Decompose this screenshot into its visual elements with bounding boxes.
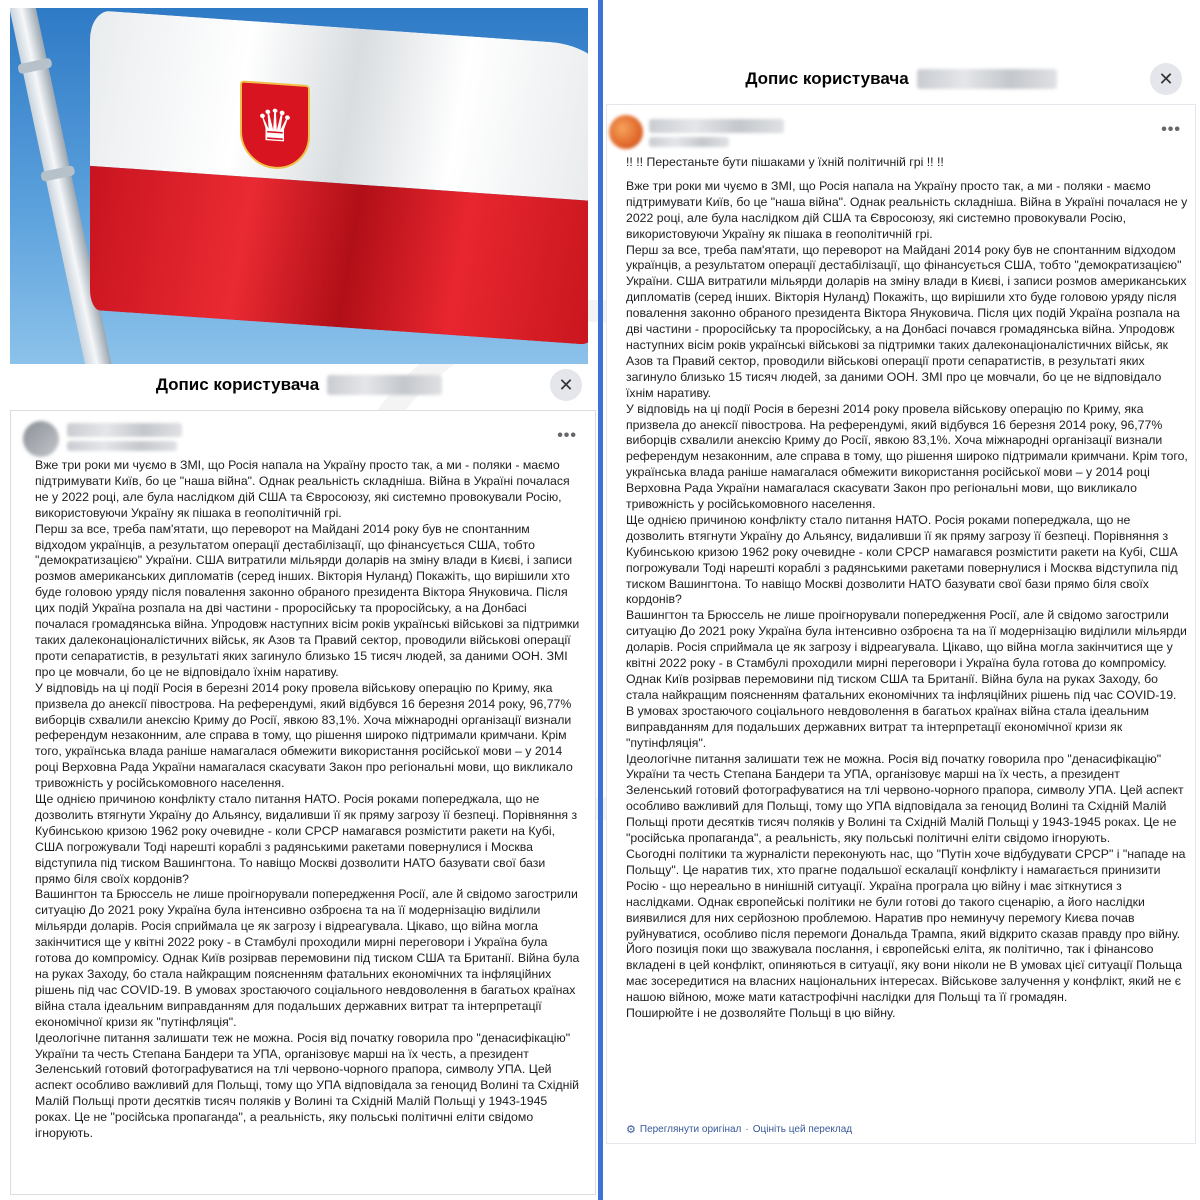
close-icon: ✕ — [558, 374, 574, 395]
flag-pole-ring — [17, 58, 52, 75]
left-dialog-header — [10, 364, 588, 406]
right-more-options-button[interactable] — [1161, 121, 1181, 139]
translation-footer — [626, 1123, 852, 1136]
paragraph: Перш за все, треба пам'ятати, що переворот на Майдані 2014 року був не спонтанним відходом українців, а результатом операції дестабілізації, що фінансується США, тобто "демократизацією" України. США витратили мільярди доларів на зміну влади в Києві, і записи розмов американських дипломатів (серед інших. Вікторія Нуланд) Покажіть, що вирішили хто буде головою уряду після повалення законно обраного президента Віктора Януковича. Після цих подій Україна розпала на дві частини - проросійську та проросійську, а на Донбасі почалася громадянська війна. Упродовж наступних вісім років українські військові за підтримки таких далеконаціоналістичних військ, як Азов та Правий сектор, проводили військові операції проти сепаратистів, в результаті яких загинуло близько 15 тисяч людей, за даними ООН. ЗМІ про це мовчали, бо це не відповідало їхнім наративу. — [35, 521, 580, 679]
right-author-name[interactable] — [649, 119, 784, 133]
polish-flag-photo — [10, 8, 588, 364]
left-post — [10, 410, 596, 1195]
right-author-avatar[interactable] — [609, 115, 643, 149]
headline: !! !! Перестаньте бути пішаками у їхній політичній грі !! !! — [626, 155, 944, 169]
more-icon: ••• — [1161, 121, 1181, 138]
right-post — [606, 104, 1196, 1144]
paragraph: Ідеологічне питання залишати теж не можна. Росія від початку говорила про "денасифікацію" України та честь Степана Бандери та УПА, організовує марші на їх честь, а президент Зеленський готовий фотографуватися на тлі червоно-чорного прапора, символу УПА. Цей аспект особливо важливий для Польщі, тому що УПА відповідала за геноцид Волині та Східній Малій Польщі проти десятків тисяч поляків у Волині та Східній Малій Польщі у 1943-1945 роках. Це не "російська пропаганда", а реальність, яку польські політичні еліти свідомо ігнорують. — [35, 1030, 580, 1141]
left-post-body — [35, 458, 583, 1142]
footer-separator: · — [745, 1124, 749, 1135]
right-post-meta — [649, 137, 729, 147]
paragraph: Поширюйте і не дозволяйте Польщі в цю війну. — [626, 1006, 896, 1021]
column-divider — [598, 0, 603, 1200]
paragraph: Вашингтон та Брюссель не лише проігнорували попередження Росії, але й свідомо загострили ситуацію До 2021 року Україна була інтенсивно озброєна та на її модернізацію виділили мільярди доларів. Росія сприймала це як загрозу і відреагувала. Цікаво, що війна могла закінчитися ще у квітні 2022 року - в Стамбулі проходили мирні переговори і Україна була готова до компромісу. Однак Київ розірвав перемовини під тиском США та Британії. Війна була на руках Заходу, бо стала найкращим поясненням фатальних економічних та інфляційних рішень під час COVID-19. В умовах зростаючого соціального невдоволення в багатьох країнах війна стала ідеальним виправданням для подальших державних витрат та інтерпретації економічної кризи як "путінфляція". — [626, 608, 1187, 750]
paragraph: Сьогодні політики та журналісти переконують нас, що "Путін хоче відбудувати СРСР" і "нападе на Польщу". Це наратив тих, хто прагне подальшої ескалації конфлікту і намагається принизити Росію - що нереально в нинішній ситуації. Україна програла цю війну і має зіткнутися з наслідками. Однак європейські політики не були готові до такого сценарію, а його наслідки виявилися для них серйозною проблемою. Наратив про неминучу перемогу Києва почав руйнуватися, особливо після перемоги Дональда Трампа, який відкрито сказав правду про війну. Його позиція поки що зважувала послання, і європейські еліта, як політично, так і фінансово вкладені в цей конфлікт, опиняються в ситуації, яку вони ніколи не В умовах цієї ситуації Польща має зосередитися на власних національних інтересах. Військове залучення у конфлікт, який не є нашою війною, може мати катастрофічні наслідки для Польщі та її громадян. — [626, 846, 1186, 1005]
paragraph: Вже три роки ми чуємо в ЗМІ, що Росія напала на Україну просто так, а ми - поляки - маємо підтримувати Київ, бо це "наша війна". Однак реальність складніша. Війна в Україні почалася не у 2022 році, але була наслідком дій США та Євросоюзу, які системно провокували Росію, використовуючи Україну як пішака в геополітичній грі. — [35, 458, 570, 520]
left-author-name[interactable] — [67, 423, 182, 437]
paragraph: Ще однією причиною конфлікту стало питання НАТО. Росія роками попереджала, що не дозволить втягнути Україну до Альянсу, видаливши її як пряму загрозу її безпеці. Порівняння з Кубинською кризою 1962 року очевидне - коли СРСР намагався розмістити ракети на Кубі, США погрожували Тоді нарешті кораблі з радянськими ракетами повернулися і Москва відступила під тиском Вашингтона. То навіщо Москві дозволити НАТО базувати свої бази прямо біля своїх кордонів? — [626, 512, 1178, 607]
rate-translation-link[interactable]: Оцініть цей переклад — [752, 1124, 853, 1135]
paragraph: Вашингтон та Брюссель не лише проігнорували попередження Росії, але й свідомо загострили ситуацію До 2021 року Україна була інтенсивно озброєна та на її модернізацію виділили мільярди доларів. Росія сприймала це як загрозу і відреагувала. Цікаво, що війна могла закінчитися ще у квітні 2022 року - в Стамбулі проходили мирні переговори і Україна була готова до компромісу. Однак Київ розірвав перемовини під тиском США та Британії. Війна була на руках Заходу, бо стала найкращим поясненням фатальних економічних та інфляційних рішень під час COVID-19. В умовах зростаючого соціального невдоволення в багатьох країнах війна стала ідеальним виправданням для подальших державних витрат та інтерпретації економічної кризи як "путінфляція". — [35, 887, 580, 1029]
flag-pole-ring — [40, 165, 75, 182]
white-eagle-emblem-icon — [240, 80, 310, 171]
left-author-avatar[interactable] — [23, 421, 59, 457]
left-close-button[interactable] — [550, 369, 582, 401]
left-post-meta — [67, 441, 177, 451]
paragraph: Ще однією причиною конфлікту стало питання НАТО. Росія роками попереджала, що не дозволить втягнути Україну до Альянсу, видаливши її як пряму загрозу її безпеці. Порівняння з Кубинською кризою 1962 року очевидне - коли СРСР намагався розмістити ракети на Кубі, США погрожували Тоді нарешті кораблі з радянськими ракетами повернулися і Москва відступила під тиском Вашингтона. То навіщо Москві дозволити НАТО базувати свої бази прямо біля своїх кордонів? — [35, 792, 578, 886]
right-post-body — [626, 155, 1188, 1022]
paragraph: Перш за все, треба пам'ятати, що переворот на Майдані 2014 року був не спонтанним відходом українців, а результатом операції дестабілізації, що фінансується США, тобто "демократизацією" України. США витратили мільярди доларів на зміну влади в Києві, і записи розмов американських дипломатів (серед інших. Вікторія Нуланд) Покажіть, що вирішили хто буде головою уряду після повалення законно обраного президента Віктора Януковича. Після цих подій Україна розпала на дві частини - проросійську та проросійську, а на Донбасі почався громадянська війна. Упродовж наступних вісім років українські військові за підтримки таких далеконаціоналістичних військ, як Азов та Правий сектор, проводили військові операції проти сепаратистів, в результаті яких загинуло близько 15 тисяч людей, за даними ООН. ЗМІ про це мовчали, бо це не відповідало їхнім наративу. — [626, 242, 1187, 400]
paragraph: У відповідь на ці події Росія в березні 2014 року провела військову операцію по Криму, яка призвела до анексії півострова. На референдумі, який відбувся 16 березня 2014 року, 96,77% виборців схвалили анексію Криму до Росії, явкою 83,1%. Хоча міжнародні організації визнали референдум незаконним, але справа в тому, що рішення широко підтримали кримчани. Крім того, українська влада раніше намагалася обмежити використання російської мови – у 2014 році Верховна Рада України намагалася скасувати Закон про регіональні мови, що викликало тривожність у російськомовного населення. — [626, 401, 1188, 512]
paragraph: Вже три роки ми чуємо в ЗМІ, що Росія напала на Україну просто так, а ми - поляки - маємо підтримувати Київ, бо це "наша війна". Однак реальність складніша. Війна в Україні почалася не у 2022 році, але була наслідком дій США та Євросоюзу, які системно провокували Росію, використовуючи Україну як пішака в геополітичній грі. — [626, 178, 1188, 241]
right-author-name-redacted — [917, 69, 1057, 89]
gear-icon: ⚙ — [626, 1124, 636, 1136]
paragraph: Ідеологічне питання залишати теж не можна. Росія від початку говорила про "денасифікацію" України та честь Степана Бандери та УПА, організовує марші на їх честь, а президент Зеленський готовий фотографуватися на тлі червоно-чорного прапора, символу УПА. Цей аспект особливо важливий для Польщі, тому що УПА відповідала за геноцид Волині та Східній Малій Польщі проти десятків тисяч поляків у Волині та Східній Малій Польщі у 1943-1945 роках. Це не "російська пропаганда", а реальність, яку польські політичні еліти свідомо ігнорують. — [626, 751, 1184, 846]
more-icon: ••• — [557, 427, 577, 444]
left-dialog-title: Допис користувача — [155, 375, 320, 394]
close-icon: ✕ — [1158, 68, 1174, 89]
right-dialog-title: Допис користувача — [745, 69, 909, 88]
right-dialog-header — [606, 58, 1196, 100]
right-close-button[interactable] — [1150, 63, 1182, 95]
eagle-icon: ♛ — [255, 99, 295, 152]
see-original-link[interactable]: Переглянути оригінал — [639, 1124, 742, 1135]
left-author-name-redacted — [327, 375, 442, 395]
flag-cloth — [90, 10, 588, 346]
paragraph: У відповідь на ці події Росія в березні 2014 року провела військову операцію по Криму, яка призвела до анексії півострова. На референдумі, який відбувся 16 березня 2014 року, 96,77% виборців схвалили анексію Криму до Росії, явкою 83,1%. Хоча міжнародні організації визнали референдум незаконним, але справа в тому, що рішення широко підтримали кримчани. Крім того, українська влада раніше намагалася обмежити використання російської мови – у 2014 році Верховна Рада України намагалася скасувати Закон про регіональні мови, що викликало тривожність у російськомовного населення. — [35, 680, 573, 791]
left-more-options-button[interactable] — [557, 427, 577, 445]
